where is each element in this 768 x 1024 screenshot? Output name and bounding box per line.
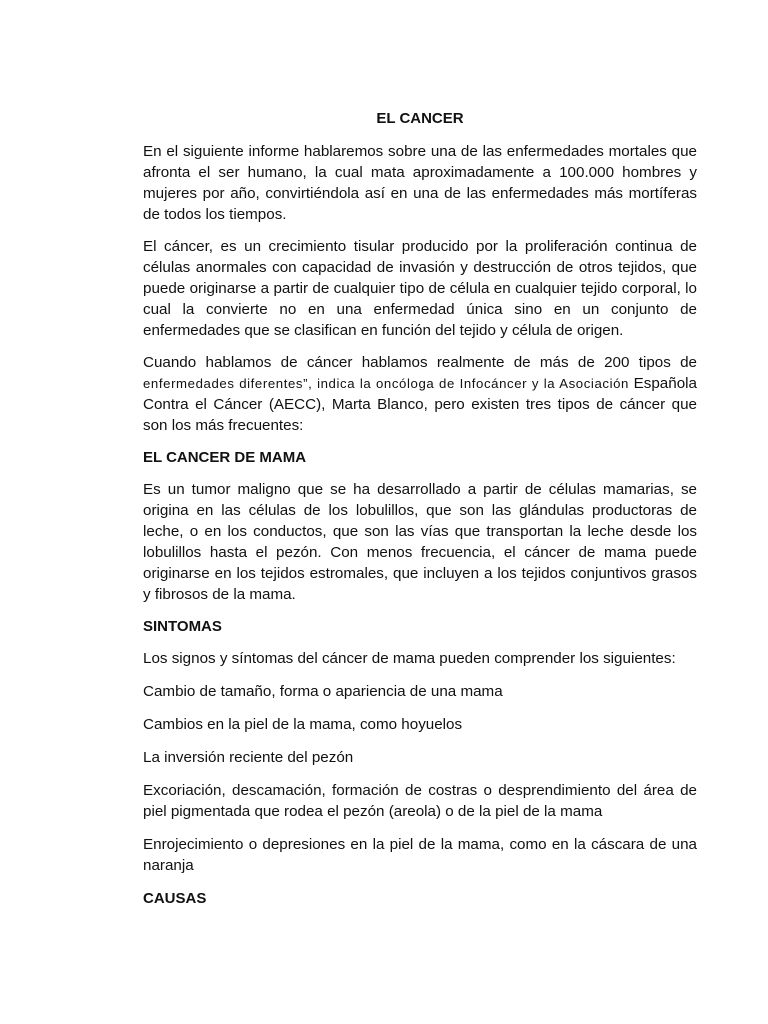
symptom-item: La inversión reciente del pezón [143,749,354,766]
types-paragraph [143,352,697,436]
symptom-item: Excoriación, descamación, formación de costras o desprendimiento del área de piel pigmentada que rodea el pezón (areola) o de la piel de la mama [143,782,697,820]
symptom-item: Cambio de tamaño, forma o apariencia de una mama [143,683,503,700]
causes-heading: CAUSAS [143,890,207,907]
types-paragraph-part3: Española Contra el Cáncer (AECC), Marta Blanco, pero existen tres tipos de cáncer que son los más frecuentes: [143,375,697,434]
types-paragraph-part2: enfermedades diferentes”, indica la oncóloga de Infocáncer y la Asociación [143,376,629,391]
document-title: EL CANCER [376,110,464,127]
breast-cancer-paragraph: Es un tumor maligno que se ha desarrollado a partir de células mamarias, se origina en las células de los lobulillos, que son las glándulas productoras de leche, o en los conductos, que son las vías que transportan la leche desde los lobulillos hasta el pezón. Con menos frecuencia, el cáncer de mama puede originarse en los tejidos estromales, que incluyen a los tejidos conjuntivos grasos y fibrosos de la mama. [143,481,697,603]
symptoms-heading: SINTOMAS [143,618,222,635]
symptoms-intro: Los signos y síntomas del cáncer de mama pueden comprender los siguientes: [143,650,676,667]
types-paragraph-part1: Cuando hablamos de cáncer hablamos realmente de más de 200 tipos de [143,354,697,371]
symptom-item: Cambios en la piel de la mama, como hoyuelos [143,716,463,733]
symptom-item: Enrojecimiento o depresiones en la piel de la mama, como en la cáscara de una naranja [143,836,697,874]
definition-paragraph: El cáncer, es un crecimiento tisular producido por la proliferación continua de células anormales con capacidad de invasión y destrucción de otros tejidos, que puede originarse a partir de cualquier tipo de célula en cualquier tejido corporal, lo cual la convierte no en una enfermedad única sino en un conjunto de enfermedades que se clasifican en función del tejido y célula de origen. [143,238,697,339]
document-content [143,108,697,920]
breast-cancer-heading: EL CANCER DE MAMA [143,449,307,466]
intro-paragraph: En el siguiente informe hablaremos sobre una de las enfermedades mortales que afronta el ser humano, la cual mata aproximadamente a 100.000 hombres y mujeres por año, convirtiéndola así en una de las enfermedades más mortíferas de todos los tiempos. [143,143,697,223]
